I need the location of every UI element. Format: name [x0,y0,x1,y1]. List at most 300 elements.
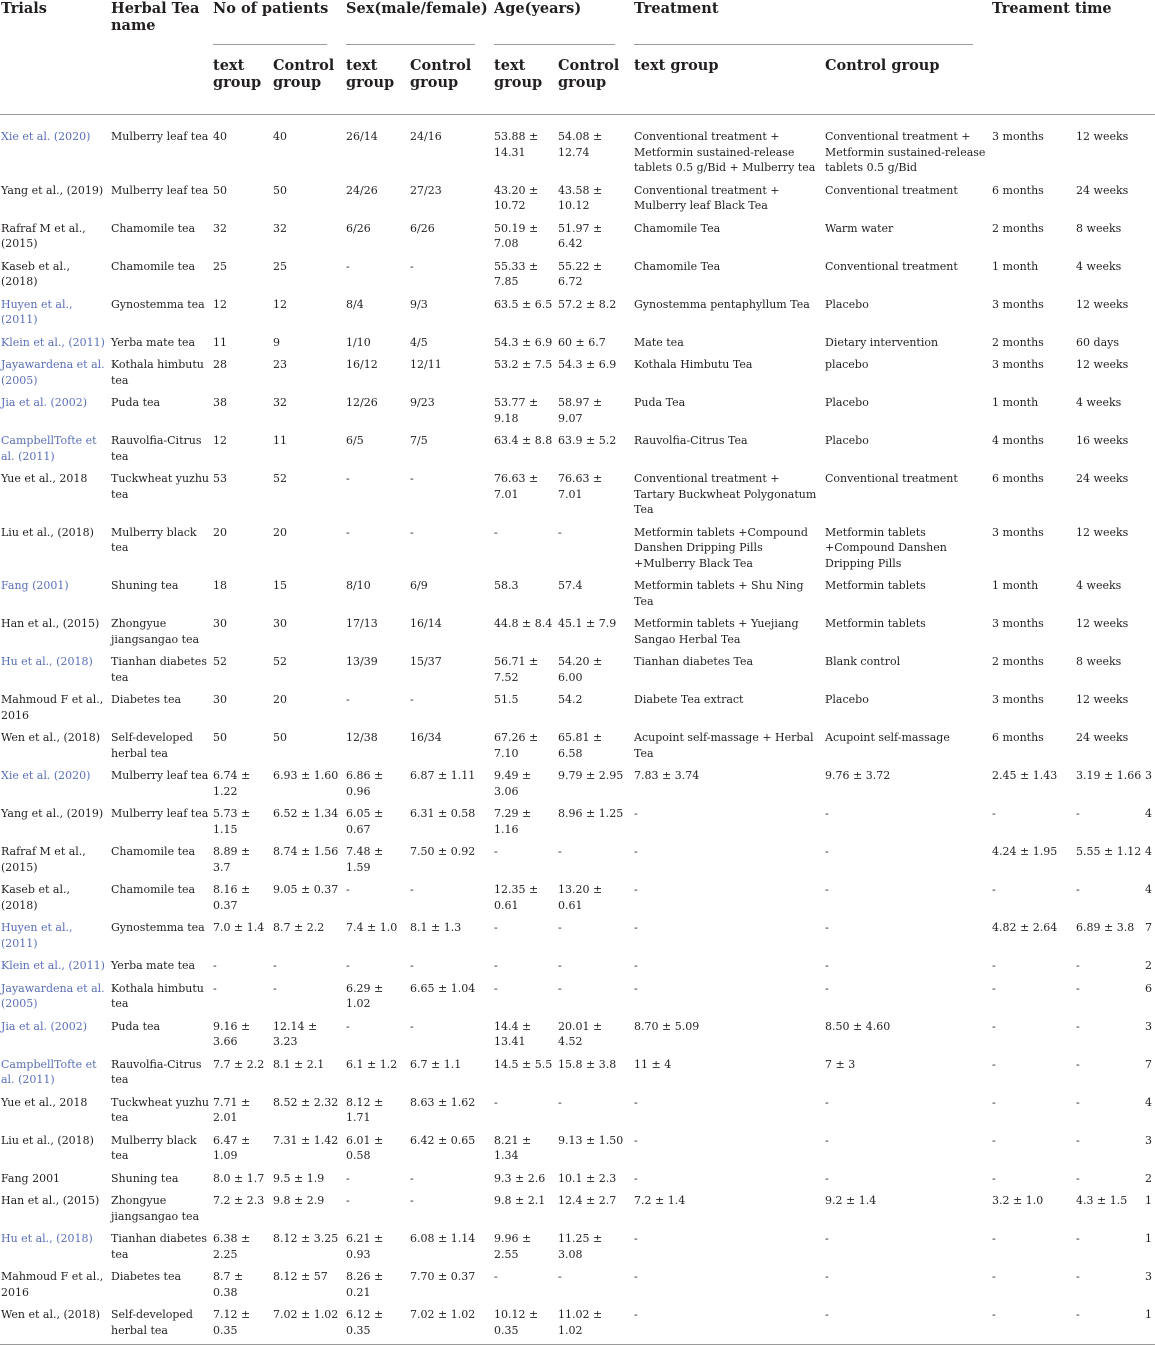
cell-patients-control: 12.14 ± 3.23 [273,1019,318,1048]
cell-sex-text: 17/13 [346,617,378,630]
header-treatment-text-group: text group [633,44,824,115]
header-herbal-tea-name: Herbal Tea name [111,0,200,34]
cell-patients-control: 8.12 ± 3.25 [273,1232,339,1245]
table-row [0,574,1155,612]
cell-trial: Wen et al., (2018) [1,731,101,744]
cell-extra: 6 [1145,981,1153,995]
cell-sex-text: - [346,525,350,539]
cell-patients-control: 23 [273,358,287,371]
cell-sex-text: 12/26 [346,396,378,409]
header-sex-text-group: text group [345,44,409,115]
cell-trial[interactable]: Hu et al., (2018) [1,655,93,668]
header-trials: Trials [1,0,47,17]
cell-sex-control: 6/26 [410,221,435,235]
cell-treatment-control: Conventional treatment + Metformin sustained-release tablets 0.5 g/Bid [825,130,986,174]
cell-time-months: - [992,959,996,972]
cell-treatment-text: Conventional treatment + Tartary Buckwheat Polygonatum Tea [634,472,817,516]
cell-sex-text: 6.86 ± 0.96 [346,769,384,798]
cell-herbal-tea: Diabetes tea [111,1270,182,1283]
cell-patients-control: 50 [273,183,287,197]
cell-time-weeks: 12 weeks [1076,358,1129,371]
cell-patients-text: 7.2 ± 2.3 [213,1194,265,1207]
cell-extra [1145,293,1155,331]
cell-trial: Yang et al., (2019) [1,807,104,820]
cell-sex-text: 6.21 ± 0.93 [346,1232,384,1261]
cell-herbal-tea: Tuckwheat yuzhu tea [111,472,209,501]
cell-treatment-control: Conventional treatment [825,259,958,273]
cell-treatment-text: - [634,1232,638,1245]
cell-patients-text: 28 [213,358,227,371]
cell-trial: Fang 2001 [1,1171,61,1185]
cell-time-months: 4 months [992,434,1044,447]
cell-treatment-text: - [634,845,638,858]
cell-time-months: - [992,807,996,820]
cell-trial: Kaseb et al., (2018) [1,259,70,288]
cell-sex-control: - [410,959,414,972]
cell-patients-text: - [213,959,217,972]
cell-patients-control: 8.74 ± 1.56 [273,845,339,858]
cell-trial[interactable]: Jayawardena et al. (2005) [1,358,105,387]
cell-patients-text: 18 [213,579,227,592]
cell-trial[interactable]: Klein et al., (2011) [1,335,105,349]
cell-patients-text: 7.12 ± 0.35 [212,1303,272,1345]
cell-patients-control: 9.5 ± 1.9 [273,1171,325,1185]
cell-time-months: 2 months [992,655,1044,668]
cell-patients-control: 8.12 ± 57 [273,1270,328,1283]
cell-age-text: 14.5 ± 5.5 [494,1057,553,1071]
cell-time-months: 1 month [992,579,1039,592]
table-row [0,521,1155,575]
cell-time-weeks: 16 weeks [1076,434,1129,447]
cell-extra: 4 [1145,807,1153,820]
cell-age-text: 14.4 ± 13.41 [494,1019,532,1048]
cell-age-text: - [494,981,498,995]
header-no-of-patients: No of patients [212,0,345,44]
cell-patients-text: 20 [213,525,227,539]
cell-patients-control: 50 [273,731,287,744]
cell-trial[interactable]: Xie et al. (2020) [1,130,91,143]
cell-time-weeks: 12 weeks [1076,617,1129,630]
cell-patients-text: 6.47 ± 1.09 [213,1133,251,1162]
cell-treatment-control: Placebo [825,434,869,447]
cell-patients-control: 9.8 ± 2.9 [273,1194,325,1207]
cell-sex-text: 6.29 ± 1.02 [346,981,384,1010]
cell-trial: Mahmoud F et al., 2016 [1,693,104,722]
cell-treatment-control: 9.76 ± 3.72 [825,769,891,782]
cell-sex-text: - [346,472,350,485]
table-row [0,764,1155,802]
cell-treatment-control: placebo [825,358,869,371]
table-row [0,1053,1155,1091]
cell-extra [1145,467,1155,521]
cell-time-months: 4.82 ± 2.64 [992,921,1058,934]
cell-herbal-tea: Tuckwheat yuzhu tea [111,1095,209,1124]
header-age-text-group: text group [493,44,557,115]
cell-extra: 4 [1145,1095,1153,1109]
cell-herbal-tea: Chamomile tea [111,259,196,273]
cell-time-months: - [992,1019,996,1033]
cell-patients-control: 9.05 ± 0.37 [273,883,339,896]
cell-herbal-tea: Mulberry leaf tea [111,769,209,782]
cell-sex-control: 6.65 ± 1.04 [410,981,476,995]
cell-time-weeks: 4.3 ± 1.5 [1076,1194,1128,1207]
cell-sex-text: - [346,959,350,972]
cell-trial[interactable]: Huyen et al., (2011) [1,921,73,950]
cell-patients-text: 7.0 ± 1.4 [213,921,265,934]
table-header [0,0,1155,115]
cell-patients-control: 30 [273,617,287,630]
cell-extra [1145,688,1155,726]
cell-time-weeks: 12 weeks [1076,525,1129,539]
cell-age-text: 7.29 ± 1.16 [494,807,532,836]
cell-extra: 3 [1145,769,1153,782]
cell-treatment-text: Metformin tablets + Shu Ning Tea [634,579,804,608]
cell-patients-text: 50 [213,183,227,197]
cell-time-weeks: - [1075,1303,1145,1345]
table-row [0,840,1155,878]
cell-time-months: 6 months [992,472,1044,485]
cell-herbal-tea: Mulberry black tea [111,525,197,554]
cell-age-control: - [558,981,562,995]
cell-time-weeks: 24 weeks [1076,472,1129,485]
cell-patients-control: 8.1 ± 2.1 [273,1057,325,1071]
cell-herbal-tea: Shuning tea [111,1171,179,1185]
cell-patients-text: 8.7 ± 0.38 [213,1270,244,1299]
table-row [0,353,1155,391]
cell-patients-text: 6.38 ± 2.25 [213,1232,251,1261]
cell-age-text: - [494,1095,498,1109]
cell-extra: 2 [1145,1171,1153,1185]
cell-time-months: 2 months [992,221,1044,235]
cell-sex-control: 6.7 ± 1.1 [410,1057,462,1071]
cell-time-weeks: - [1076,1133,1080,1147]
cell-patients-text: 7.71 ± 2.01 [213,1095,251,1124]
cell-sex-control: - [410,1019,414,1033]
cell-extra [1145,521,1155,575]
cell-sex-control: 6.87 ± 1.11 [410,769,476,782]
cell-extra [1145,726,1155,764]
cell-sex-control: 16/34 [410,731,442,744]
header-age: Age(years) [493,0,633,44]
cell-extra [1145,391,1155,429]
cell-treatment-text: Tianhan diabetes Tea [634,655,754,668]
cell-trial: Mahmoud F et al., 2016 [1,1270,104,1299]
table-row [0,1227,1155,1265]
cell-age-text: 54.3 ± 6.9 [494,335,553,349]
cell-time-weeks: 12 weeks [1076,297,1129,311]
cell-extra: 3 [1145,1270,1153,1283]
cell-extra: 1 [1145,1194,1153,1207]
cell-time-months: - [992,1095,996,1109]
cell-age-text: - [494,525,498,539]
cell-sex-text: - [346,1019,350,1033]
cell-age-text: - [494,959,498,972]
cell-age-control: 58.97 ± 9.07 [558,396,603,425]
cell-treatment-control: - [825,1232,829,1245]
table-row [0,726,1155,764]
cell-sex-text: - [346,1194,350,1207]
cell-sex-control: - [410,525,414,539]
cell-sex-control: 12/11 [410,358,442,371]
cell-trial[interactable]: Hu et al., (2018) [1,1232,93,1245]
table-row [0,255,1155,293]
cell-patients-control: 20 [273,693,287,706]
cell-time-months: 3 months [992,130,1044,143]
cell-extra: 7 [1145,921,1153,934]
cell-age-control: 11.02 ± 1.02 [557,1303,633,1345]
cell-herbal-tea: Self-developed herbal tea [110,1303,212,1345]
cell-age-control: 15.8 ± 3.8 [558,1057,617,1071]
cell-sex-text: 6.12 ± 0.35 [345,1303,409,1345]
header-sex-control-group: Control group [409,44,493,115]
cell-age-text: 63.5 ± 6.5 [494,297,553,311]
header-age-control-group: Control group [557,44,633,115]
cell-sex-control: 7/5 [410,434,428,447]
cell-time-weeks: - [1076,959,1080,972]
cell-patients-control: 52 [273,472,287,485]
cell-treatment-control: - [825,921,829,934]
cell-time-months: 3 months [992,525,1044,539]
cell-patients-control: 8.52 ± 2.32 [273,1095,339,1109]
cell-treatment-text: 11 ± 4 [634,1057,672,1071]
cell-time-weeks: 12 weeks [1076,693,1129,706]
cell-time-months: 3 months [992,297,1044,311]
table-row [0,612,1155,650]
cell-time-months: - [991,1303,1075,1345]
cell-herbal-tea: Gynostemma tea [111,297,205,311]
cell-age-text: - [494,1270,498,1283]
cell-age-control: 54.08 ± 12.74 [558,130,603,159]
cell-herbal-tea: Shuning tea [111,579,179,592]
cell-extra: 3 [1145,1133,1153,1147]
cell-patients-text: 6.74 ± 1.22 [213,769,251,798]
cell-herbal-tea: Mulberry leaf tea [111,807,209,820]
cell-time-months: - [992,1270,996,1283]
cell-treatment-text: Gynostemma pentaphyllum Tea [634,297,810,311]
cell-extra: 2 [1145,959,1153,972]
cell-treatment-text: Chamomile Tea [634,221,721,235]
cell-age-control: 60 ± 6.7 [558,335,606,349]
cell-patients-text: 9.16 ± 3.66 [213,1019,251,1048]
cell-age-text: 51.5 [494,693,519,706]
cell-sex-control: 8.1 ± 1.3 [410,921,462,934]
cell-herbal-tea: Chamomile tea [111,883,196,896]
cell-herbal-tea: Mulberry black tea [111,1133,197,1162]
cell-sex-control: 6.31 ± 0.58 [410,807,476,820]
cell-sex-control: 24/16 [410,130,442,143]
cell-herbal-tea: Tianhan diabetes tea [111,655,207,684]
cell-treatment-control: 7 ± 3 [825,1057,856,1071]
cell-treatment-control: - [825,845,829,858]
cell-treatment-text: - [634,883,638,896]
cell-extra [1145,574,1155,612]
cell-treatment-control: - [824,1303,991,1345]
cell-age-text: 55.33 ± 7.85 [494,259,539,288]
cell-treatment-text: Mate tea [634,335,684,349]
cell-extra: 1 [1145,1232,1153,1245]
cell-trial: Rafraf M et al., (2015) [1,845,86,874]
cell-patients-control: 12 [273,297,287,311]
cell-time-weeks: 8 weeks [1076,655,1122,668]
cell-trial[interactable]: CampbellTofte et al. (2011) [1,434,97,463]
table-row [0,954,1155,977]
cell-time-weeks: - [1076,1057,1080,1071]
cell-trial[interactable]: CampbellTofte et al. (2011) [1,1057,97,1086]
cell-patients-text: - [213,981,217,995]
cell-treatment-control: Metformin tablets +Compound Danshen Dripping Pills [825,525,947,570]
cell-trial[interactable]: Fang (2001) [1,579,69,592]
cell-sex-text: 6.05 ± 0.67 [346,807,384,836]
cell-patients-text: 30 [213,693,227,706]
cell-patients-text: 12 [213,297,227,311]
cell-patients-text: 12 [213,434,227,447]
cell-trial[interactable]: Jia et al. (2002) [1,1019,88,1033]
cell-age-text: 43.20 ± 10.72 [494,183,539,212]
cell-patients-text: 40 [213,130,227,143]
cell-extra [1145,255,1155,293]
cell-trial[interactable]: Klein et al., (2011) [1,959,105,972]
header-treatment-time: Treament time [992,0,1112,17]
cell-extra [1145,115,1155,179]
cell-age-control: 45.1 ± 7.9 [558,617,617,630]
cell-treatment-text: - [634,1171,638,1185]
cell-age-text: 53.77 ± 9.18 [494,396,539,425]
cell-age-text: 44.8 ± 8.4 [494,617,553,630]
table-row [0,878,1155,916]
cell-patients-text: 52 [213,655,227,668]
cell-trial: Liu et al., (2018) [1,525,94,539]
cell-time-weeks: 24 weeks [1076,183,1129,197]
cell-time-months: 1 month [992,259,1039,273]
cell-extra: 1 [1145,1303,1155,1345]
cell-age-control: 12.4 ± 2.7 [558,1194,617,1207]
cell-age-control: - [558,921,562,934]
cell-patients-control: 40 [273,130,287,143]
cell-age-control: 63.9 ± 5.2 [558,434,617,447]
cell-sex-text: - [346,259,350,273]
cell-treatment-text: Rauvolfia-Citrus Tea [634,434,748,447]
cell-time-months: 2 months [992,335,1044,349]
cell-trial[interactable]: Jayawardena et al. (2005) [1,981,105,1010]
cell-herbal-tea: Kothala himbutu tea [111,981,204,1010]
cell-time-months: - [992,1232,996,1245]
cell-sex-control: - [410,259,414,273]
cell-patients-control: 25 [273,259,287,273]
cell-time-weeks: 5.55 ± 1.12 [1076,845,1142,858]
table-row [0,331,1155,354]
cell-trial[interactable]: Xie et al. (2020) [1,769,91,782]
cell-age-text: 63.4 ± 8.8 [494,434,553,447]
cell-patients-control: 8.7 ± 2.2 [273,921,325,934]
cell-trial: Rafraf M et al., (2015) [1,221,86,250]
cell-extra [1145,429,1155,467]
cell-patients-text: 8.0 ± 1.7 [213,1171,265,1185]
cell-age-text: 53.2 ± 7.5 [494,358,553,371]
cell-time-weeks: - [1076,1019,1080,1033]
header-treatment: Treatment [633,0,991,44]
cell-sex-control: 7.02 ± 1.02 [409,1303,493,1345]
cell-herbal-tea: Chamomile tea [111,221,196,235]
cell-trial[interactable]: Huyen et al., (2011) [1,297,73,326]
cell-sex-text: 24/26 [346,183,378,197]
cell-trial[interactable]: Jia et al. (2002) [1,396,88,409]
cell-age-text: 8.21 ± 1.34 [494,1133,532,1162]
cell-sex-text: 6.01 ± 0.58 [346,1133,384,1162]
cell-time-weeks: - [1076,1171,1080,1185]
cell-age-control: 54.2 [558,693,583,706]
table-row [0,429,1155,467]
cell-age-text: 58.3 [494,579,519,592]
cell-herbal-tea: Diabetes tea [111,693,182,706]
cell-trial: Kaseb et al., (2018) [1,883,70,912]
cell-time-months: - [992,883,996,896]
cell-treatment-text: Metformin tablets + Yuejiang Sangao Herbal Tea [634,617,799,646]
cell-age-control: 76.63 ± 7.01 [558,472,603,501]
cell-age-text: 67.26 ± 7.10 [494,731,539,760]
cell-treatment-text: Chamomile Tea [634,259,721,273]
cell-age-text: 56.71 ± 7.52 [494,655,539,684]
cell-sex-text: 26/14 [346,130,378,143]
cell-sex-control: - [410,693,414,706]
cell-treatment-text: - [634,921,638,934]
cell-sex-control: 7.70 ± 0.37 [410,1270,476,1283]
header-sex: Sex(male/female) [345,0,493,44]
cell-age-control: 65.81 ± 6.58 [558,731,603,760]
cell-age-control: 43.58 ± 10.12 [558,183,603,212]
cell-treatment-text: Puda Tea [634,396,686,409]
cell-time-months: 2.45 ± 1.43 [992,769,1058,782]
cell-herbal-tea: Mulberry leaf tea [111,183,209,197]
cell-patients-text: 7.7 ± 2.2 [213,1057,265,1071]
cell-herbal-tea: Chamomile tea [111,845,196,858]
cell-herbal-tea: Rauvolfia-Citrus tea [111,434,202,463]
cell-patients-control: 7.02 ± 1.02 [272,1303,345,1345]
cell-age-control: 9.79 ± 2.95 [558,769,624,782]
table-row [0,802,1155,840]
cell-herbal-tea: Self-developed herbal tea [111,731,193,760]
cell-sex-text: 6/5 [346,434,364,447]
cell-treatment-control: - [825,1171,829,1185]
cell-time-months: 4.24 ± 1.95 [992,845,1058,858]
cell-age-control: 13.20 ± 0.61 [558,883,603,912]
cell-treatment-control: Dietary intervention [825,335,939,349]
cell-age-control: 54.20 ± 6.00 [558,655,603,684]
cell-sex-text: 8/4 [346,297,364,311]
table-row [0,1015,1155,1053]
table-row [0,1091,1155,1129]
cell-age-control: - [558,1095,562,1109]
cell-treatment-control: Acupoint self-massage [825,731,950,744]
cell-age-text: - [494,921,498,934]
cell-age-control: 57.4 [558,579,583,592]
table-row [0,1189,1155,1227]
cell-time-months: - [992,981,996,995]
cell-sex-control: - [410,1194,414,1207]
cell-extra [1145,353,1155,391]
cell-treatment-text: - [633,1303,824,1345]
cell-patients-control: 9 [273,335,280,349]
cell-trial: Han et al., (2015) [1,1194,100,1207]
cell-sex-control: 27/23 [410,183,442,197]
cell-extra: 4 [1145,845,1153,858]
cell-age-control: 8.96 ± 1.25 [558,807,624,820]
cell-patients-control: 11 [273,434,287,447]
cell-sex-control: 7.50 ± 0.92 [410,845,476,858]
cell-age-text: 9.8 ± 2.1 [494,1194,546,1207]
cell-treatment-text: Conventional treatment + Metformin sustained-release tablets 0.5 g/Bid + Mulberry tea [634,130,816,174]
cell-sex-control: 6.42 ± 0.65 [410,1133,476,1147]
table-row [0,293,1155,331]
